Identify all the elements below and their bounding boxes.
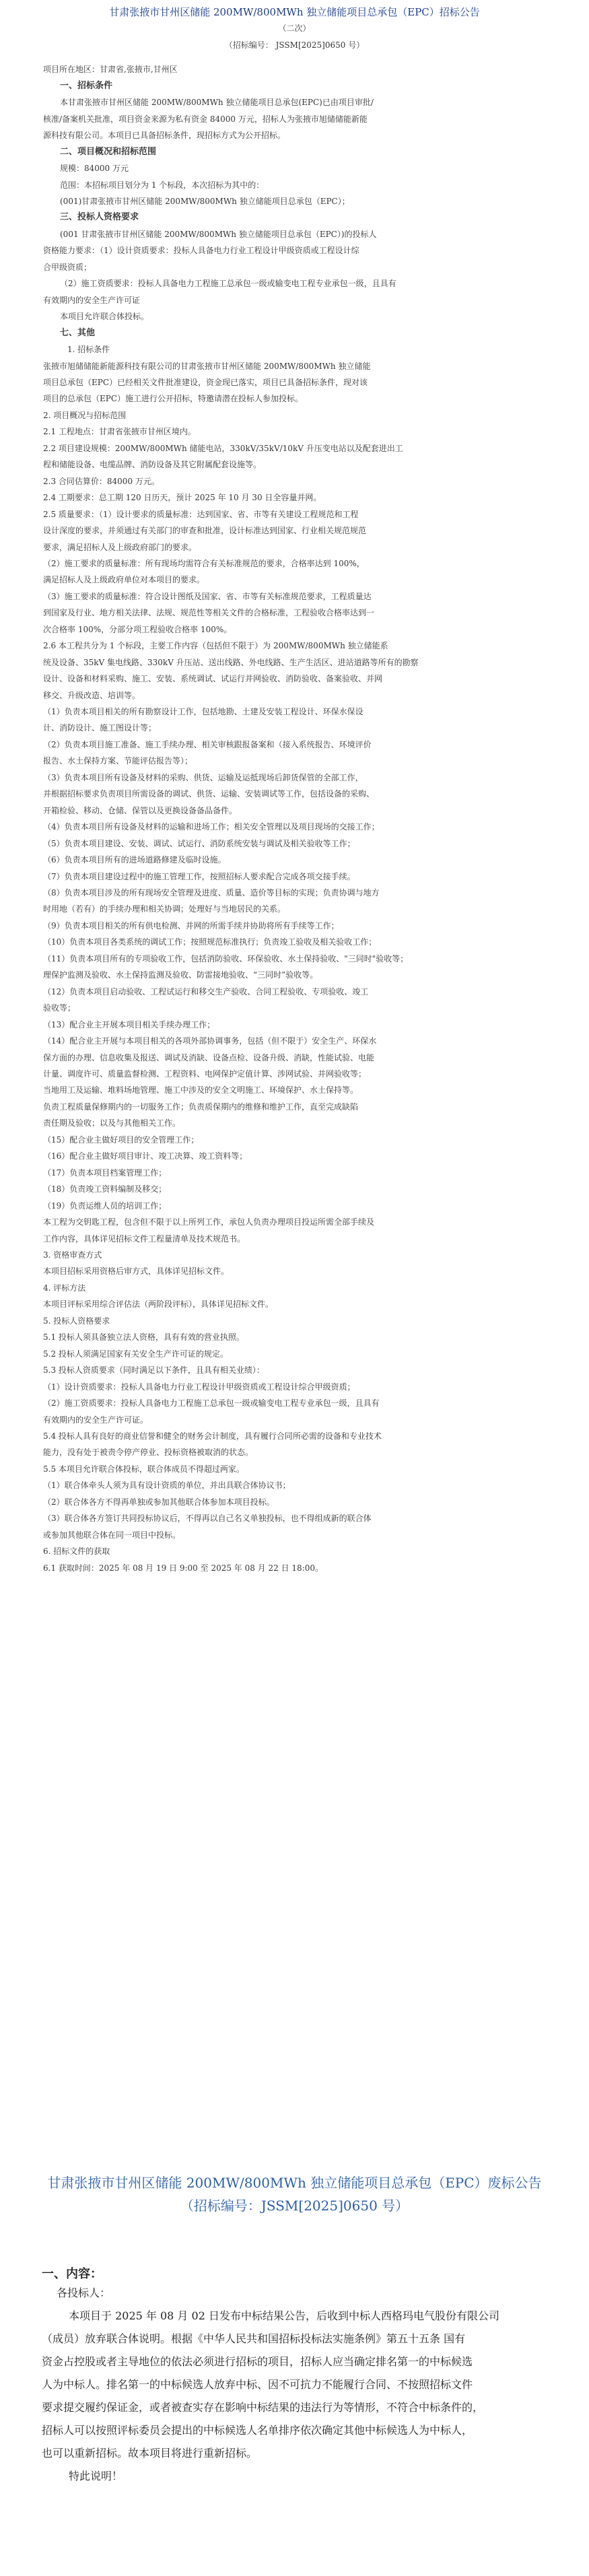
body-line: 2.6 本工程共分为 1 个标段，主要工作内容（包括但不限于）为 200MW/800MWh 独立储能系 xyxy=(43,641,388,651)
body-line: 程和储能设备、电缆品牌、消防设备及其它附属配套设施等。 xyxy=(43,460,262,470)
body-line: 2.4 工期要求：总工期 120 日历天，预计 2025 年 10 月 30 日全容量并网。 xyxy=(43,493,322,503)
cancellation-title: 甘肃张掖市甘州区储能 200MW/800MWh 独立储能项目总承包（EPC）废标公告 xyxy=(47,2175,542,2191)
body-line: 源科技有限公司。本项目已具备招标条件，现招标方式为公开招标。 xyxy=(43,131,286,141)
body-line: 本项目允许联合体投标。 xyxy=(60,312,149,322)
body-line: 5.1 投标人须具备独立法人资格，具有有效的营业执照。 xyxy=(43,1332,244,1343)
body-line: 招标人可以按照评标委员会提出的中标候选人名单排序依次确定其他中标候选人为中标人， xyxy=(42,2424,473,2437)
body-line: 或参加其他联合体在同一项目中投标。 xyxy=(43,1530,181,1540)
body-line: 5. 投标人资格要求 xyxy=(43,1316,110,1326)
body-line: 当地用工及运输、堆料场地管理、施工中涉及的安全文明施工、环境保护、水土保持等。 xyxy=(43,1085,359,1095)
body-line: 满足招标人及上级政府单位对本项目的要求。 xyxy=(43,575,205,585)
body-line: （12）负责本项目启动验收、工程试运行和移交生产验收、合同工程验收、专项验收、竣工 xyxy=(43,986,369,996)
body-line: 本项目评标采用综合评估法（两阶段评标），具体详见招标文件。 xyxy=(43,1299,274,1310)
body-line: 资格能力要求：（1）设计资质要求：投标人具备电力行业工程设计甲级资质或工程设计综 xyxy=(43,246,359,256)
section-heading: 一、招标条件 xyxy=(60,80,113,91)
body-line: 核准/备案机关批准，项目资金来源为私有资金 84000 万元，招标人为张掖市旭储储能新能 xyxy=(43,114,368,124)
cancellation-bid-number: （招标编号：JSSM[2025]0650 号） xyxy=(180,2198,409,2214)
body-line: 2.1 工程地点：甘肃省张掖市甘州区境内。 xyxy=(43,427,196,437)
body-line: 张掖市旭储储能新能源科技有限公司的甘肃张掖市甘州区储能 200MW/800MWh 独立储能 xyxy=(43,361,371,371)
body-line: 计量、调度许可、质量监督检测、工程资料、电网保护定值计算、涉网试验、并网验收等； xyxy=(43,1069,367,1079)
body-line: （6）负责本项目所有的进场道路修建及临时设施。 xyxy=(43,855,226,865)
body-line: （成员）放弃联合体说明。根据《中华人民共和国招标投标法实施条例》第五十五条 国有 xyxy=(42,2332,466,2345)
section-heading: 一、内容： xyxy=(42,2267,102,2281)
body-line: 设计深度的要求，并须通过有关部门的审查和批准，设计标准达到国家、行业相关规范规范 xyxy=(43,526,367,536)
body-line: （2）负责本项目施工准备、施工手续办理、相关审核跟报备案和（接入系统报告、环境评价 xyxy=(43,739,372,749)
body-line: 要求提交履约保证金，或者被查实存在影响中标结果的违法行为等情形，不符合中标条件的， xyxy=(42,2401,484,2414)
body-line: （11）负责本项目所有的专项验收工作，包括消防验收、环保验收、水土保持验收、"三同时"验收等； xyxy=(43,953,409,963)
body-line: （2）施工资质要求：投标人具备电力工程施工总承包一级或输变电工程专业承包一级，且具有 xyxy=(60,279,396,289)
body-line: 计、消防设计、施工图设计等； xyxy=(43,723,157,733)
cancellation-body xyxy=(0,2305,589,2465)
body-line: 2.2 项目建设规模：200MW/800MWh 储能电站，330kV/35kV/10kV 升压变电站以及配套进出工 xyxy=(43,443,403,453)
body-line: （15）配合业主做好项目的安全管理工作； xyxy=(43,1134,199,1145)
body-line: 有效期内的安全生产许可证。 xyxy=(43,1415,149,1425)
body-line: 责任期及验收；以及与其他相关工作。 xyxy=(43,1118,181,1128)
body-line: 5.2 投标人须满足国家有关安全生产许可证的规定。 xyxy=(43,1349,228,1359)
body-line: 规模：84000 万元 xyxy=(60,164,129,174)
body-line: 要求，满足招标人及上级政府部门的要求。 xyxy=(43,542,197,552)
body-line: 时用地（若有）的手续办理和相关协调；处理好与当地居民的关系。 xyxy=(43,904,286,914)
body-line: (001)甘肃张掖市甘州区储能 200MW/800MWh 独立储能项目总承包（EPC）； xyxy=(60,196,350,206)
body-line: （5）负责本项目建设、安装、调试、试运行、消防系统安装与调试及相关验收等工作； xyxy=(43,838,355,848)
body-line: 6.1 获取时间：2025 年 08 月 19 日 9:00 至 2025 年 08 月 22 日 18:00。 xyxy=(43,1563,323,1573)
body-line: （19）负责运维人员的培训工作； xyxy=(43,1200,167,1211)
body-line: （1）负责本项目相关的所有勘察设计工作，包括地勘、土建及安装工程设计、环保水保设 xyxy=(43,707,363,717)
body-line: （3）联合体各方签订共同投标协议后，不得再以自己名义单独投标，也不得组成新的联合体 xyxy=(43,1514,372,1524)
body-line: （2）施工要求的质量标准：所有现场均需符合有关标准规范的要求，合格率达到 100%， xyxy=(43,558,365,568)
body-line: 次合格率 100%，分部分项工程验收合格率 100%。 xyxy=(43,624,232,634)
body-line: 项目总承包（EPC）已经相关文件批准建设，资金现已落实，项目已具备招标条件，现对该 xyxy=(43,377,368,387)
body-line: 人为中标人。排名第一的中标候选人放弃中标、因不可抗力不能履行合同、不按照招标文件 xyxy=(42,2378,473,2391)
body-line: 有效期内的安全生产许可证 xyxy=(43,295,141,305)
section-heading: 三、投标人资格要求 xyxy=(60,212,139,223)
body-line: （1）联合体牵头人须为具有设计资质的单位，并出具联合体协议书； xyxy=(43,1481,291,1491)
body-line: 2.3 合同估算价：84000 万元。 xyxy=(43,476,160,486)
body-line: 5.3 投标人资质要求（同时满足以下条件，且具有相关业绩）： xyxy=(43,1365,265,1376)
body-line: （8）负责本项目涉及的所有现场安全管理及进度、质量、造价等目标的实现；负责协调与地方 xyxy=(43,888,380,898)
body-line: （7）负责本项目建设过程中的施工管理工作，按照招标人要求配合完成各项交接手续。 xyxy=(43,871,355,881)
body-line: （17）负责本项目档案管理工作； xyxy=(43,1167,167,1178)
notice-title: 甘肃张掖市甘州区储能 200MW/800MWh 独立储能项目总承包（EPC）招标公告 xyxy=(109,6,480,18)
body-line: 3. 资格审查方式 xyxy=(43,1250,102,1260)
section-heading: 七、其他 xyxy=(60,327,96,338)
body-line: （4）负责本项目所有设备及材料的运输和进场工作；相关安全管理以及项目现场的交接工作； xyxy=(43,822,380,832)
body-line: 合甲级资质； xyxy=(43,262,92,272)
notice-bid-number: （招标编号： JSSM[2025]0650 号） xyxy=(224,40,365,50)
body-line: 移交、升级改造、培训等。 xyxy=(43,690,141,700)
greeting: 各投标人： xyxy=(57,2286,111,2299)
body-line: 5.5 本项目允许联合体投标，联合体成员不得超过两家。 xyxy=(43,1464,244,1474)
body-line: （18）负责竣工资料编制及移交； xyxy=(43,1184,167,1194)
section-heading: 二、项目概况和招标范围 xyxy=(60,146,157,157)
cancellation-notice xyxy=(0,2171,589,2488)
body-line: （10）负责本项目各类系统的调试工作；按照规范标准执行；负责竣工验收及相关验收工作； xyxy=(43,937,377,947)
body-line: (001 甘肃张掖市甘州区储能 200MW/800MWh 独立储能项目总承包（EPC）)的投标人 xyxy=(60,229,377,239)
body-line: 工作内容，具体详见招标文件工程量清单及技术规范书。 xyxy=(43,1233,246,1244)
notice-body xyxy=(0,61,589,1576)
body-line: 开箱检验、移动、仓储、保管以及更换设备备品备件。 xyxy=(43,805,238,815)
body-line: 报告、水土保持方案、节能评估报告等）； xyxy=(43,756,193,766)
body-line: 也可以重新招标。故本项目将进行重新招标。 xyxy=(42,2447,258,2460)
body-line: 负责工程质量保修期内的一切服务工作；负责质保期内的维修和维护工作，直至完成缺陷 xyxy=(43,1101,359,1112)
body-line: 本项目招标采用资格后审方式，具体详见招标文件。 xyxy=(43,1266,230,1277)
body-line: 2. 项目概况与招标范围 xyxy=(43,410,127,420)
body-line: （1）设计资质要求：投标人具备电力行业工程设计甲级资质或工程设计综合甲级资质； xyxy=(43,1382,355,1392)
body-line: 本项目于 2025 年 08 月 02 日发布中标结果公告，后收到中标人西格玛电气股份有限公司 xyxy=(69,2309,499,2322)
body-line: （16）配合业主做好项目审计、竣工决算、竣工资料等； xyxy=(43,1151,248,1161)
body-line: 能力，没有处于被责令停产停业、投标资格被取消的状态。 xyxy=(43,1448,254,1458)
body-line: 保方面的办理、信息收集及报送、调试及消缺、设备点检、设备升级、消缺，性能试验、电能 xyxy=(43,1052,375,1062)
body-line: 验收等； xyxy=(43,1003,76,1013)
body-line: 统及设备、35kV 集电线路、330kV 升压站、送出线路、外电线路、生产生活区、进站道路等所有的勘察 xyxy=(43,657,419,667)
body-line: 范围：本招标项目划分为 1 个标段，本次招标为其中的： xyxy=(60,180,265,190)
body-line: 本工程为交钥匙工程，包含但不限于以上所列工作，承包人负责办理项目投运所需全部手续及 xyxy=(43,1217,375,1227)
body-line: 项目所在地区：甘肃省,张掖市,甘州区 xyxy=(43,65,178,75)
body-line: 本甘肃张掖市甘州区储能 200MW/800MWh 独立储能项目总承包(EPC)已由项目审批/ xyxy=(60,98,374,108)
body-line: 设计、设备和材料采购、施工、安装、系统调试、试运行并网验收、消防验收、备案验收、并网 xyxy=(43,674,383,684)
body-line: （9）负责本项目相关的所有供电检测、并网的所需手续并协助将所有手续等工作； xyxy=(43,920,339,930)
body-line: （3）施工要求的质量标准：符合设计图纸及国家、省、市等有关标准规范要求，工程质量达 xyxy=(43,591,372,601)
body-line: 5.4 投标人具有良好的商业信誉和健全的财务会计制度，具有履行合同所必需的设备和专业技术 xyxy=(43,1431,382,1441)
body-line: （13）配合业主开展本项目相关手续办理工作； xyxy=(43,1019,215,1029)
body-line: 6. 招标文件的获取 xyxy=(43,1547,110,1557)
body-line: 2.5 质量要求：（1）设计要求的质量标准：达到国家、省、市等有关建设工程规范和工程 xyxy=(43,509,359,519)
body-line: 到国家及行业、地方相关法律、法规、规范性等相关文件的合格标准，工程验收合格率达到一 xyxy=(43,608,375,618)
body-line: 4. 评标方法 xyxy=(43,1283,86,1293)
body-line: 并根据招标要求负责项目所需设备的调试、供货、运输、安装调试等工作，包括设备的采购、 xyxy=(43,789,375,799)
body-line: 资金占控股或者主导地位的依法必须进行招标的项目，招标人应当确定排名第一的中标候选 xyxy=(42,2355,473,2368)
notice-subtitle: （二次） xyxy=(278,24,311,34)
body-line: （2）施工资质要求：投标人具备电力工程施工总承包一级或输变电工程专业承包一级，且具有 xyxy=(43,1398,380,1409)
body-line: 1. 招标条件 xyxy=(67,345,110,355)
body-line: （2）联合体各方不得再单独或参加其他联合体参加本项目投标。 xyxy=(43,1497,275,1507)
body-line: 理保护监测及验收、水土保持监测及验收、防雷接地验收、“三同时”验收等。 xyxy=(43,970,318,980)
body-line: （14）配合业主开展与本项目相关的各项外部协调事务，包括（但不限于）安全生产、环保水 xyxy=(43,1036,377,1046)
closing: 特此说明！ xyxy=(69,2470,123,2482)
body-line: 项目的总承包（EPC）施工进行公开招标，特邀请潜在投标人参加投标。 xyxy=(43,394,304,404)
body-line: （3）负责本项目所有设备及材料的采购、供货、运输及运抵现场后卸货保管的全部工作， xyxy=(43,772,363,782)
